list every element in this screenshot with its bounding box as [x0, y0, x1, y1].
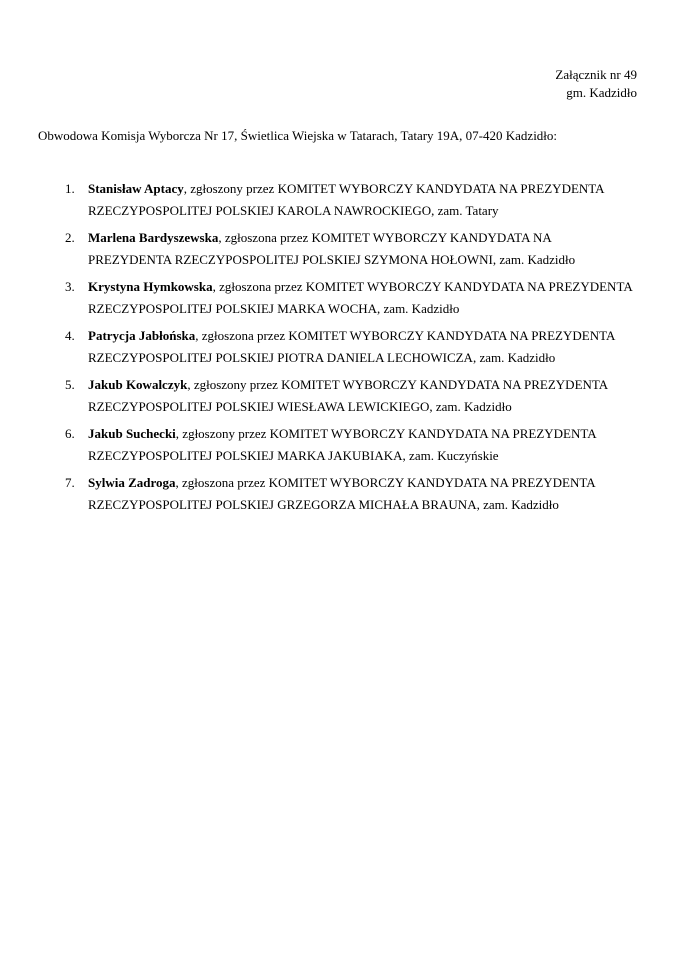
member-description: , zgłoszony przez KOMITET WYBORCZY KANDYDATA NA PREZYDENTA RZECZYPOSPOLITEJ POLSKIEJ MARKA JAKUBIAKA, zam. Kuczyńskie — [88, 426, 596, 463]
member-description: , zgłoszona przez KOMITET WYBORCZY KANDYDATA NA PREZYDENTA RZECZYPOSPOLITEJ POLSKIEJ GRZEGORZA MICHAŁA BRAUNA, zam. Kadzidło — [88, 475, 595, 512]
member-name: Patrycja Jabłońska — [88, 328, 196, 343]
members-list — [38, 178, 637, 515]
list-item — [38, 227, 637, 270]
member-description: , zgłoszona przez KOMITET WYBORCZY KANDYDATA NA PREZYDENTA RZECZYPOSPOLITEJ POLSKIEJ PIOTRA DANIELA LECHOWICZA, zam. Kadzidło — [88, 328, 615, 365]
list-item — [38, 423, 637, 466]
member-name: Marlena Bardyszewska — [88, 230, 219, 245]
member-description: , zgłoszony przez KOMITET WYBORCZY KANDYDATA NA PREZYDENTA RZECZYPOSPOLITEJ POLSKIEJ WIESŁAWA LEWICKIEGO, zam. Kadzidło — [88, 377, 608, 414]
list-item-number: 6. — [65, 426, 75, 441]
member-entry — [88, 227, 637, 270]
member-name: Sylwia Zadroga — [88, 475, 176, 490]
member-entry — [88, 374, 637, 417]
member-name: Stanisław Aptacy — [88, 181, 184, 196]
member-entry — [88, 276, 637, 319]
commission-heading: Obwodowa Komisja Wyborcza Nr 17, Świetlica Wiejska w Tatarach, Tatary 19A, 07-420 Kadzidło: — [38, 128, 558, 143]
attachment-header — [38, 66, 637, 102]
list-item — [38, 325, 637, 368]
list-item-number: 1. — [65, 181, 75, 196]
list-item-number: 2. — [65, 230, 75, 245]
list-item-number: 5. — [65, 377, 75, 392]
member-entry — [88, 472, 637, 515]
member-name: Jakub Suchecki — [88, 426, 176, 441]
list-item — [38, 178, 637, 221]
list-item — [38, 374, 637, 417]
list-item — [38, 276, 637, 319]
list-item-number: 7. — [65, 475, 75, 490]
list-item — [38, 472, 637, 515]
member-description: , zgłoszony przez KOMITET WYBORCZY KANDYDATA NA PREZYDENTA RZECZYPOSPOLITEJ POLSKIEJ KAROLA NAWROCKIEGO, zam. Tatary — [88, 181, 604, 218]
list-item-number: 4. — [65, 328, 75, 343]
member-name: Krystyna Hymkowska — [88, 279, 213, 294]
attachment-label: Załącznik nr 49 — [555, 67, 637, 82]
member-description: , zgłoszona przez KOMITET WYBORCZY KANDYDATA NA PREZYDENTA RZECZYPOSPOLITEJ POLSKIEJ SZYMONA HOŁOWNI, zam. Kadzidło — [88, 230, 576, 267]
member-entry — [88, 325, 637, 368]
member-name: Jakub Kowalczyk — [88, 377, 188, 392]
member-description: , zgłoszona przez KOMITET WYBORCZY KANDYDATA NA PREZYDENTA RZECZYPOSPOLITEJ POLSKIEJ MARKA WOCHA, zam. Kadzidło — [88, 279, 633, 316]
member-entry — [88, 423, 637, 466]
member-entry — [88, 178, 637, 221]
municipality-label: gm. Kadzidło — [566, 85, 637, 100]
list-item-number: 3. — [65, 279, 75, 294]
